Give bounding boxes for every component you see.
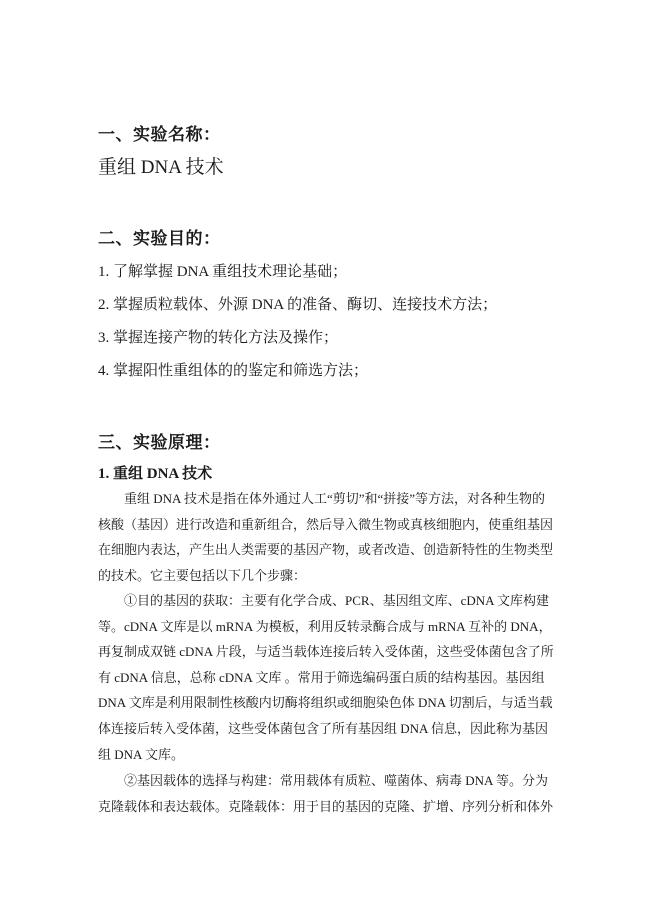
purpose-item-2: 2. 掌握质粒载体、外源 DNA 的准备、酶切、连接技术方法； bbox=[98, 297, 498, 313]
paragraph-line: 组 DNA 文库。 bbox=[98, 746, 184, 762]
paragraph-line: 有 cDNA 信息，总称 cDNA 文库 。常用于筛选编码蛋白质的结构基因。基因组 bbox=[98, 669, 545, 685]
paragraph-line: 克隆载体和表达载体。克隆载体：用于目的基因的克隆、扩增、序列分析和体外 bbox=[98, 798, 554, 814]
section-heading-principle: 三、实验原理： bbox=[98, 433, 221, 452]
paragraph-line: 体连接后转入受体菌，这些受体菌包含了所有基因组 DNA 信息，因此称为基因 bbox=[98, 720, 548, 736]
paragraph-line: ①目的基因的获取：主要有化学合成、PCR、基因组文库、cDNA 文库构建 bbox=[124, 593, 550, 608]
paragraph-line: DNA 文库是利用限制性核酸内切酶将组织或细胞染色体 DNA 切割后，与适当载 bbox=[98, 695, 553, 711]
purpose-item-4: 4. 掌握阳性重组体的的鉴定和筛选方法； bbox=[98, 363, 369, 379]
paragraph-line: 再复制成双链 cDNA 片段，与适当载体连接后转入受体菌，这些受体菌包含了所 bbox=[98, 644, 554, 660]
paragraph-line: ②基因载体的选择与构建：常用载体有质粒、噬菌体、病毒 DNA 等。分为 bbox=[124, 773, 548, 788]
purpose-item-3: 3. 掌握连接产物的转化方法及操作； bbox=[98, 330, 339, 346]
paragraph-line: 在细胞内表达，产生出人类需要的基因产物，或者改造、创造新特性的生物类型 bbox=[98, 542, 554, 558]
experiment-name: 重组 DNA 技术 bbox=[98, 157, 224, 178]
purpose-item-1: 1. 了解掌握 DNA 重组技术理论基础； bbox=[98, 264, 348, 280]
paragraph-line: 重组 DNA 技术是指在体外通过人工“剪切”和“拼接”等方法，对各种生物的 bbox=[124, 491, 546, 506]
paragraph-intro bbox=[98, 486, 552, 588]
paragraph-line: 的技术。它主要包括以下几个步骤： bbox=[98, 567, 307, 583]
paragraph-vector-selection bbox=[98, 768, 552, 819]
subheading-recombinant-dna: 1. 重组 DNA 技术 bbox=[98, 466, 213, 482]
section-heading-name: 一、实验名称： bbox=[98, 125, 221, 144]
paragraph-line: 等。cDNA 文库是以 mRNA 为模板，利用反转录酶合成与 mRNA 互补的 DNA， bbox=[98, 618, 552, 634]
paragraph-gene-acquisition bbox=[98, 588, 552, 767]
section-heading-purpose: 二、实验目的： bbox=[98, 229, 221, 248]
paragraph-line: 核酸（基因）进行改造和重新组合，然后导入微生物或真核细胞内，使重组基因 bbox=[98, 516, 554, 532]
